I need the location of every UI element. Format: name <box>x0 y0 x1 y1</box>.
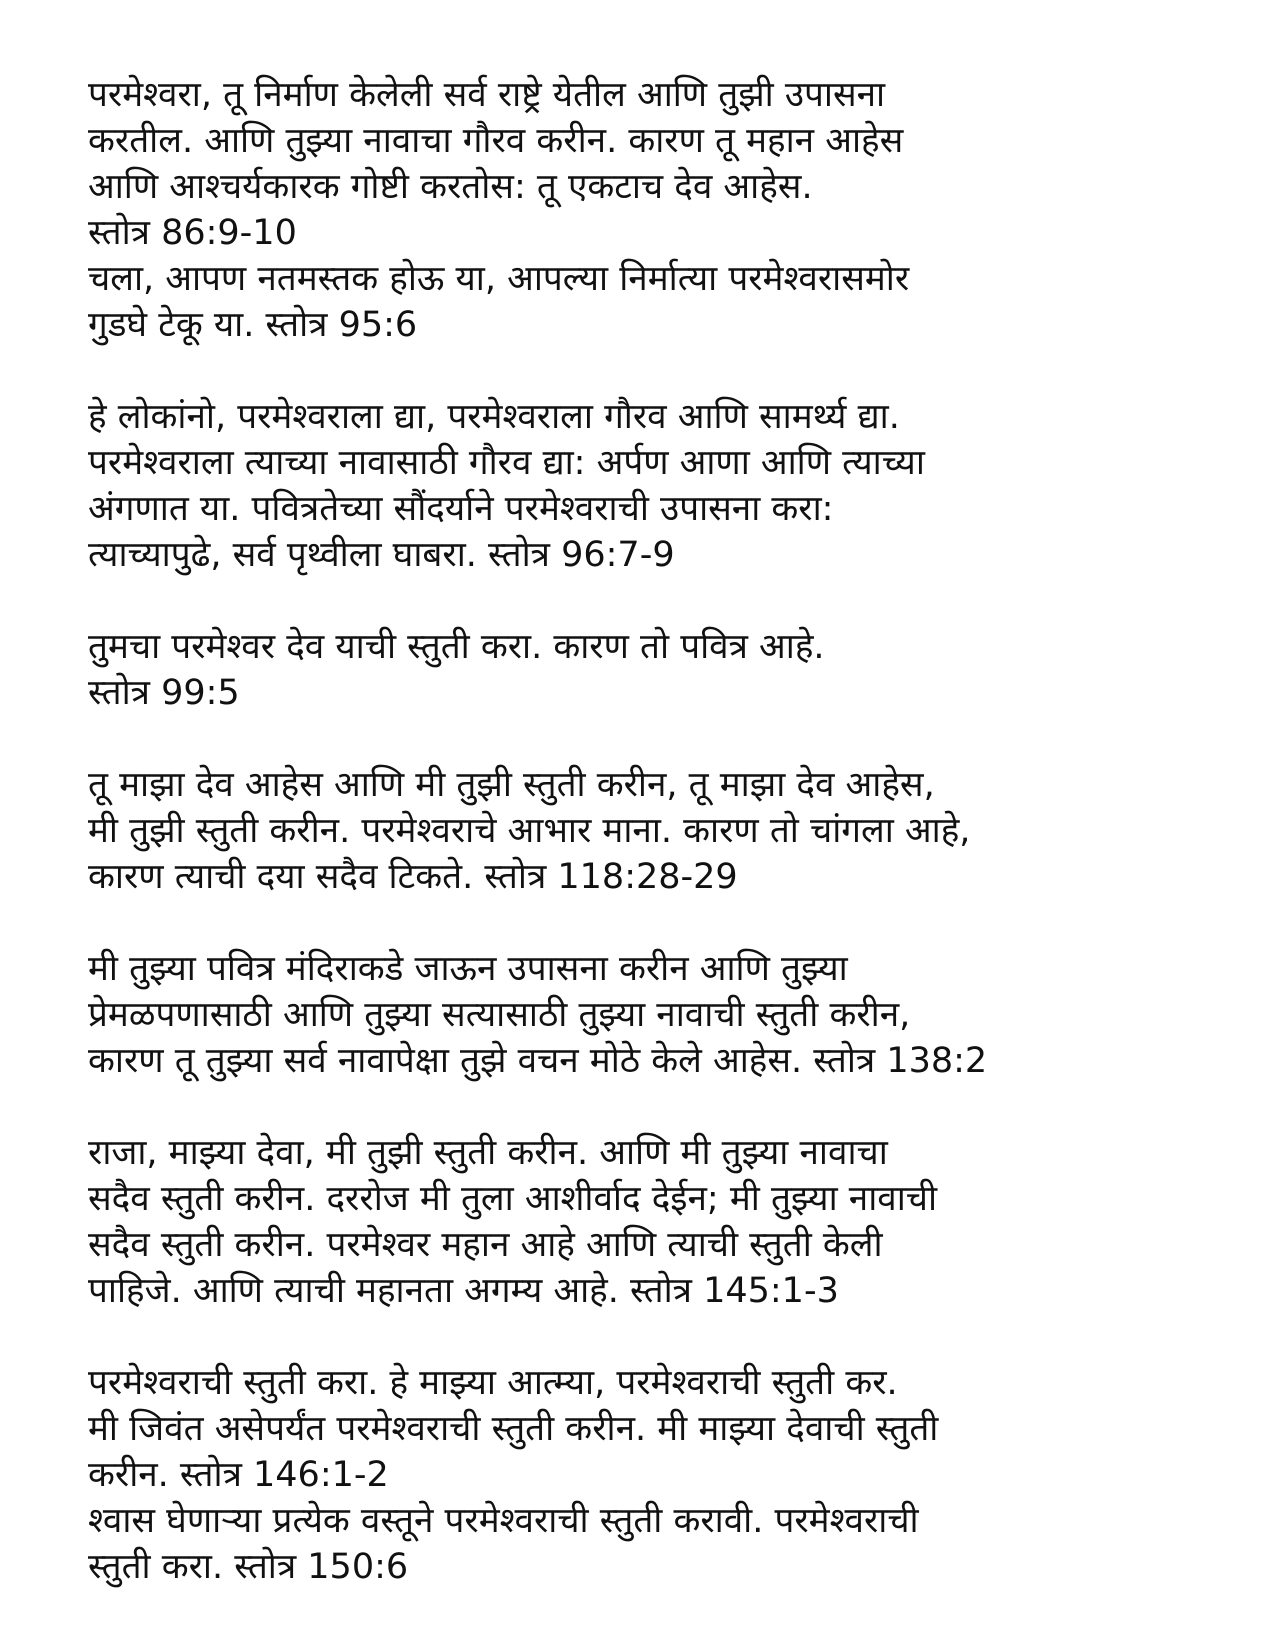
paragraph-gap <box>88 348 1238 394</box>
verse-line: आणि आश्चर्यकारक गोष्टी करतोस: तू एकटाच देव आहेस. <box>88 167 813 207</box>
verse-block <box>88 72 1238 348</box>
verse-line: सदैव स्तुती करीन. दररोज मी तुला आशीर्वाद देईन; मी तुझ्या नावाची <box>88 1179 938 1219</box>
verse-block <box>88 1130 1238 1314</box>
verse-line: अंगणात या. पवित्रतेच्या सौंदर्याने परमेश्वराची उपासना करा: <box>88 489 834 529</box>
verse-line: करीन. स्तोत्र 146:1-2 <box>88 1455 389 1495</box>
verse-line: हे लोकांनो, परमेश्वराला द्या, परमेश्वराला गौरव आणि सामर्थ्य द्या. <box>88 397 900 437</box>
verse-line: कारण त्याची दया सदैव टिकते. स्तोत्र 118:28-29 <box>88 857 738 897</box>
verse-block <box>88 762 1238 900</box>
verse-line: करतील. आणि तुझ्या नावाचा गौरव करीन. कारण तू महान आहेस <box>88 121 904 161</box>
verse-line: तू माझा देव आहेस आणि मी तुझी स्तुती करीन, तू माझा देव आहेस, <box>88 765 935 805</box>
verse-line: मी तुझी स्तुती करीन. परमेश्वराचे आभार माना. कारण तो चांगला आहे, <box>88 811 971 851</box>
verse-line: मी जिवंत असेपर्यंत परमेश्वराची स्तुती करीन. मी माझ्या देवाची स्तुती <box>88 1409 939 1449</box>
verse-reference: स्तोत्र 86:9-10 <box>88 213 297 253</box>
verse-line: परमेश्वराची स्तुती करा. हे माझ्या आत्म्या, परमेश्वराची स्तुती कर. <box>88 1363 898 1403</box>
verse-block <box>88 1360 1238 1590</box>
paragraph-gap <box>88 1314 1238 1360</box>
verse-line: श्वास घेणाऱ्या प्रत्येक वस्तूने परमेश्वराची स्तुती करावी. परमेश्वराची <box>88 1501 919 1541</box>
verse-line: पाहिजे. आणि त्याची महानता अगम्य आहे. स्तोत्र 145:1-3 <box>88 1271 839 1311</box>
verse-line: प्रेमळपणासाठी आणि तुझ्या सत्यासाठी तुझ्या नावाची स्तुती करीन, <box>88 995 911 1035</box>
verse-line: सदैव स्तुती करीन. परमेश्वर महान आहे आणि त्याची स्तुती केली <box>88 1225 883 1265</box>
verse-line: तुमचा परमेश्वर देव याची स्तुती करा. कारण तो पवित्र आहे. <box>88 627 825 667</box>
paragraph-gap <box>88 1084 1238 1130</box>
verse-reference: स्तोत्र 99:5 <box>88 673 240 713</box>
verse-block <box>88 624 1238 716</box>
verse-line: कारण तू तुझ्या सर्व नावापेक्षा तुझे वचन मोठे केले आहेस. स्तोत्र 138:2 <box>88 1041 988 1081</box>
verse-line: स्तुती करा. स्तोत्र 150:6 <box>88 1547 409 1587</box>
verse-line: मी तुझ्या पवित्र मंदिराकडे जाऊन उपासना करीन आणि तुझ्या <box>88 949 848 989</box>
paragraph-gap <box>88 578 1238 624</box>
verse-line: गुडघे टेकू या. स्तोत्र 95:6 <box>88 305 418 345</box>
psalm-verses-document <box>88 72 1238 1590</box>
verse-line: राजा, माझ्या देवा, मी तुझी स्तुती करीन. आणि मी तुझ्या नावाचा <box>88 1133 888 1173</box>
verse-block <box>88 394 1238 578</box>
verse-line: परमेश्वराला त्याच्या नावासाठी गौरव द्या: अर्पण आणा आणि त्याच्या <box>88 443 925 483</box>
verse-line: त्याच्यापुढे, सर्व पृथ्वीला घाबरा. स्तोत्र 96:7-9 <box>88 535 675 575</box>
paragraph-gap <box>88 900 1238 946</box>
verse-line: परमेश्वरा, तू निर्माण केलेली सर्व राष्ट्रे येतील आणि तुझी उपासना <box>88 75 886 115</box>
verse-block <box>88 946 1238 1084</box>
verse-line: चला, आपण नतमस्तक होऊ या, आपल्या निर्मात्या परमेश्वरासमोर <box>88 259 910 299</box>
paragraph-gap <box>88 716 1238 762</box>
